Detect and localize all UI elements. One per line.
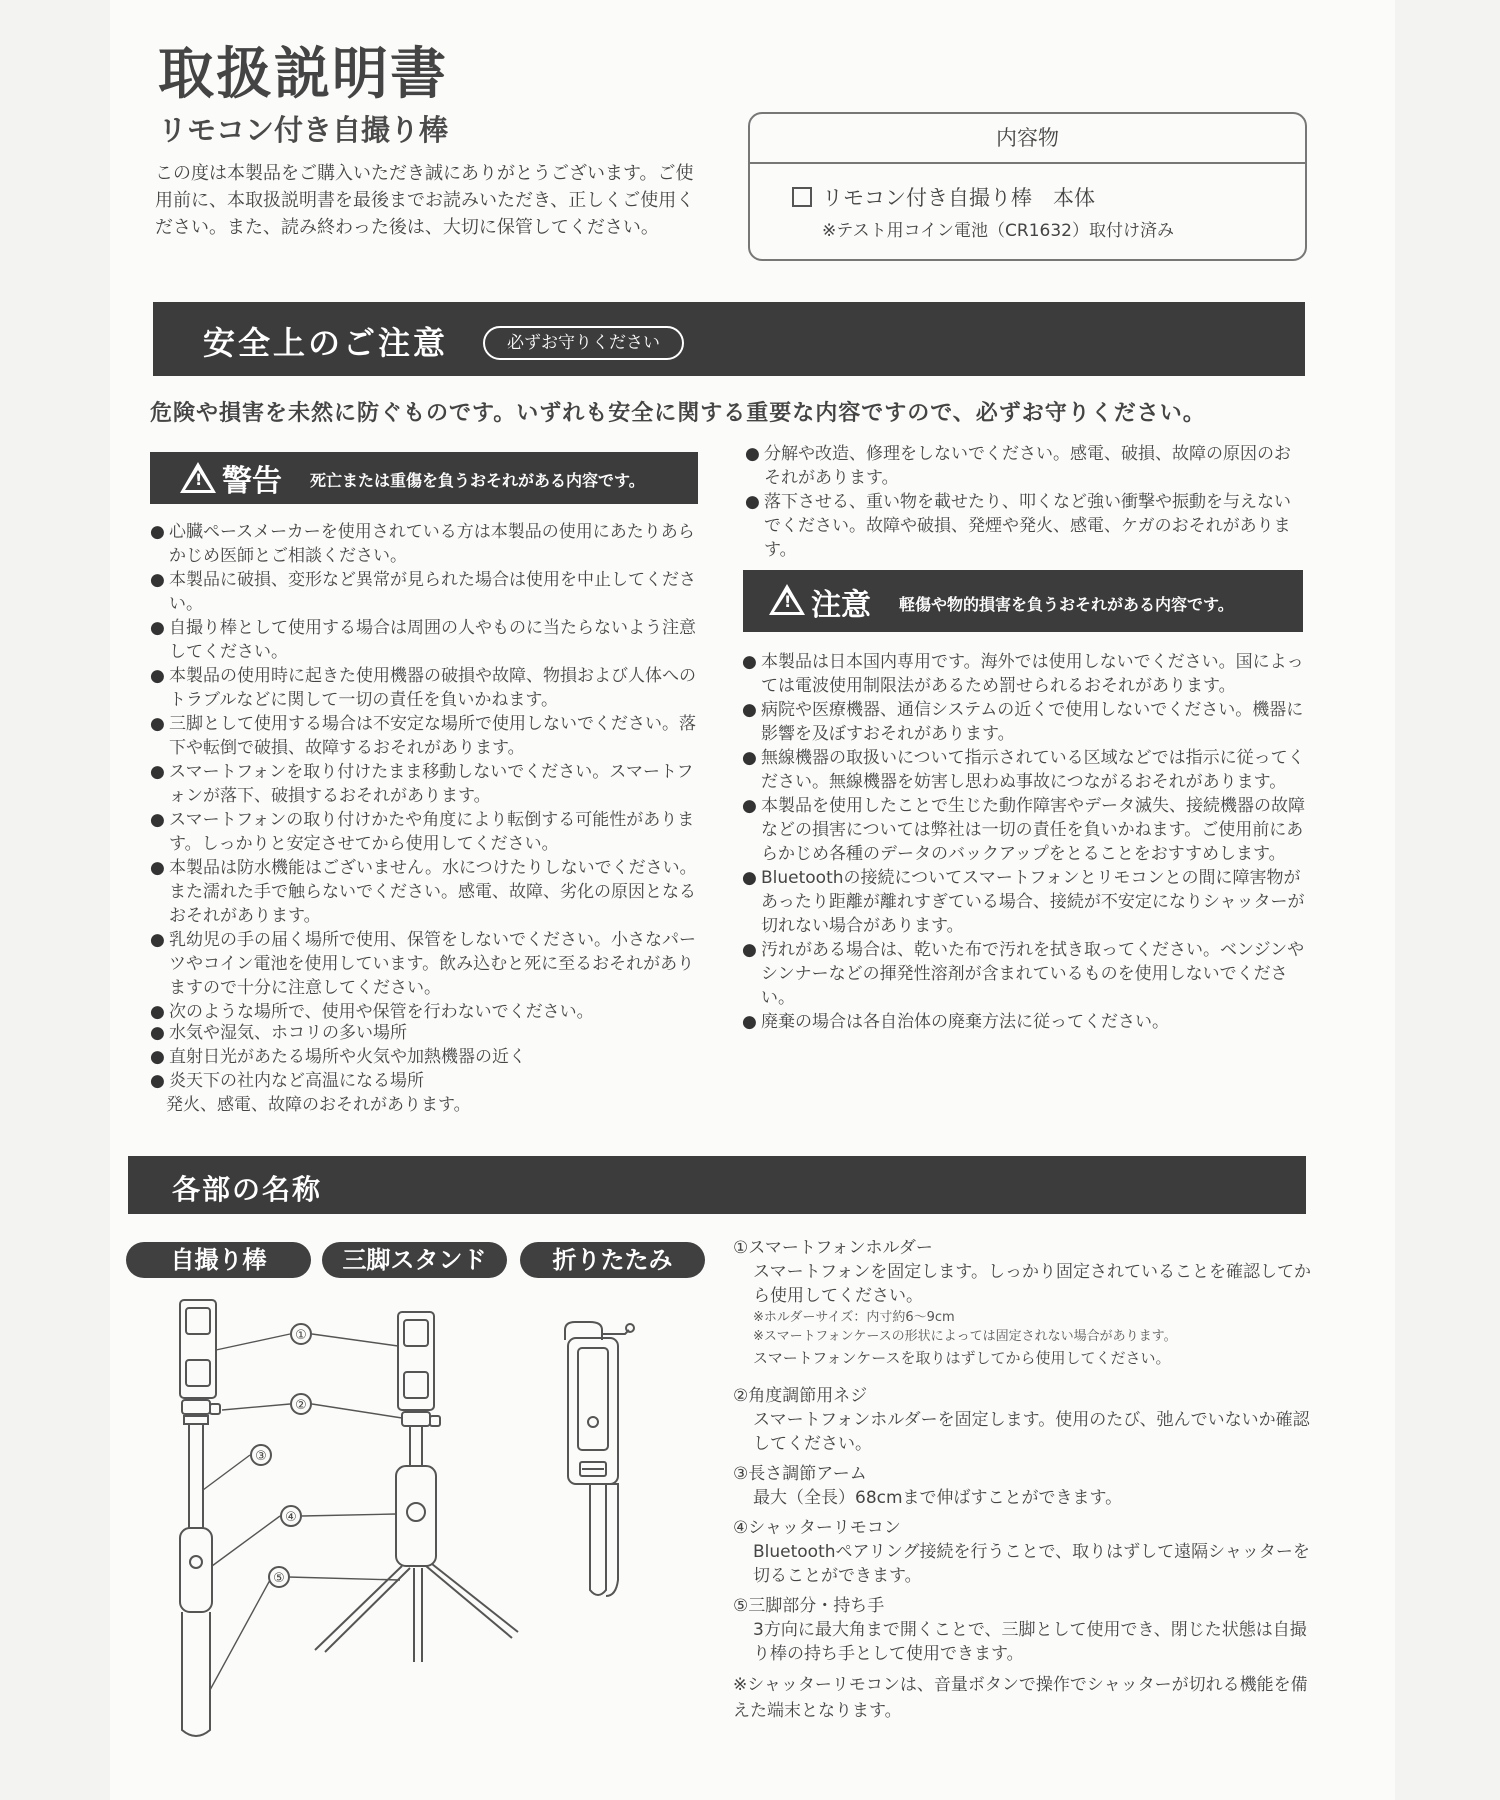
intro-text: この度は本製品をご購入いただき誠にありがとうございます。ご使用前に、本取扱説明書を最後までお読みいただき、正しくご使用ください。また、読み終わった後は、大切に保管してください。 (155, 163, 695, 238)
part-description: Bluetoothペアリング接続を行うことで、取りはずして遠隔シャッターを切ることができます。 (753, 1542, 1310, 1586)
list-item: ● 直射日光があたる場所や火気や加熱機器の近く (150, 1045, 700, 1069)
list-item: ● スマートフォンを取り付けたまま移動しないでください。スマートフォンが落下、破損するおそれがあります。 (150, 760, 700, 808)
part-name: ⑤三脚部分・持ち手 (733, 1596, 885, 1616)
part-item (733, 1516, 1313, 1588)
caution-list (742, 650, 1307, 1034)
list-item: ● 乳幼児の手の届く場所で使用、保管をしないでください。小さなパーツやコイン電池を使用しています。飲み込むと死に至るおそれがありますので十分に注意してください。 (150, 928, 700, 1000)
caution-band (743, 570, 1303, 632)
warning-list (150, 520, 700, 1024)
document-subtitle: リモコン付き自撮り棒 (158, 113, 449, 147)
parts-title: 各部の名称 (172, 1173, 323, 1206)
caution-description: 軽傷や物的損害を負うおそれがある内容です。 (899, 595, 1234, 614)
callout-number: ① (295, 1328, 307, 1343)
part-note: ※ホルダーサイズ：内寸約6～9cm (753, 1310, 955, 1325)
list-item: ● 汚れがある場合は、乾いた布で汚れを拭き取ってください。ベンジンやシンナーなどの揮発性溶剤が含まれているものを使用しないでください。 (742, 938, 1307, 1010)
part-name: ②角度調節用ネジ (733, 1386, 868, 1406)
part-extra: スマートフォンケースを取りはずしてから使用してください。 (753, 1349, 1171, 1367)
list-item: ● 本製品は日本国内専用です。海外では使用しないでください。国によっては電波使用制限法があるため罰せられるおそれがあります。 (742, 650, 1307, 698)
list-item: ● 病院や医療機器、通信システムの近くで使用しないでください。機器に影響を及ぼすおそれがあります。 (742, 698, 1307, 746)
caution-exclamation: ! (784, 592, 792, 611)
parts-list (733, 1236, 1313, 1672)
parts-header-band (128, 1156, 1306, 1214)
callout-number: ③ (255, 1449, 267, 1464)
parts-illustration (120, 1290, 720, 1750)
warning-description: 死亡または重傷を負うおそれがある内容です。 (310, 471, 645, 490)
folded-drawing (565, 1322, 634, 1596)
part-description: 3方向に最大角まで開くことで、三脚として使用でき、閉じた状態は自撮り棒の持ち手として使用できます。 (753, 1620, 1307, 1664)
list-item: ● 三脚として使用する場合は不安定な場所で使用しないでください。落下や転倒で破損、故障するおそれがあります。 (150, 712, 700, 760)
mode-pill-selfie: 自撮り棒 (126, 1242, 311, 1278)
callout-number: ② (295, 1398, 307, 1413)
part-name: ④シャッターリモコン (733, 1518, 901, 1538)
list-item: ● 廃棄の場合は各自治体の廃棄方法に従ってください。 (742, 1010, 1307, 1034)
warning-title: 警告 (222, 464, 282, 499)
part-description: スマートフォンホルダーを固定します。使用のたび、弛んでいないか確認してください。 (753, 1410, 1310, 1454)
warning-exclamation: ! (195, 470, 203, 489)
part-description: スマートフォンを固定します。しっかり固定されていることを確認してから使用してください。 (753, 1262, 1311, 1306)
safety-badge: 必ずお守りください (483, 326, 684, 360)
warning-list-right (745, 442, 1305, 562)
list-item: ● 本製品の使用時に起きた使用機器の破損や故障、物損および人体へのトラブルなどに関して一切の責任を負いかねます。 (150, 664, 700, 712)
caution-title: 注意 (811, 588, 871, 623)
callout-number: ④ (285, 1510, 297, 1525)
checkbox-icon (792, 187, 812, 207)
callout-lines (203, 1334, 402, 1690)
part-name: ③長さ調節アーム (733, 1464, 867, 1484)
part-name: ①スマートフォンホルダー (733, 1238, 933, 1258)
part-item (733, 1594, 1313, 1666)
contents-note: ※テスト用コイン電池（CR1632）取付け済み (822, 221, 1174, 241)
mode-pill-folded: 折りたたみ (520, 1242, 705, 1278)
list-item: ● スマートフォンの取り付けかたや角度により転倒する可能性があります。しっかりと安定させてから使用してください。 (150, 808, 700, 856)
contents-item (792, 182, 1095, 212)
contents-item-label: リモコン付き自撮り棒 本体 (822, 186, 1095, 210)
list-item: ● 本製品を使用したことで生じた動作障害やデータ滅失、接続機器の故障などの損害については弊社は一切の責任を負いかねます。ご使用前にあらかじめ各種のデータのバックアップをとることをおすすめします。 (742, 794, 1307, 866)
part-description: 最大（全長）68cmまで伸ばすことができます。 (753, 1488, 1123, 1508)
list-item: ● 分解や改造、修理をしないでください。感電、破損、故障の原因のおそれがあります。 (745, 442, 1305, 490)
places-note: 発火、感電、故障のおそれがあります。 (166, 1095, 471, 1115)
part-item (733, 1462, 1313, 1510)
part-item (733, 1384, 1313, 1456)
contents-box (748, 112, 1307, 261)
warning-band (150, 452, 698, 504)
safety-title: 安全上のご注意 (203, 324, 449, 362)
list-item: ● 心臓ペースメーカーを使用されている方は本製品の使用にあたりあらかじめ医師とご相談ください。 (150, 520, 700, 568)
selfie-stick-drawing (180, 1300, 220, 1736)
mode-pill-tripod: 三脚スタンド (322, 1242, 507, 1278)
places-list (150, 1021, 700, 1093)
list-item: ● 落下させる、重い物を載せたり、叩くなど強い衝撃や振動を与えないでください。故障や破損、発煙や発火、感電、ケガのおそれがあります。 (745, 490, 1305, 562)
safety-header-band (153, 302, 1305, 376)
contents-heading: 内容物 (750, 114, 1305, 164)
document-title: 取扱説明書 (158, 42, 448, 107)
list-item: ● Bluetoothの接続についてスマートフォンとリモコンとの間に障害物があったり距離が離れすぎている場合、接続が不安定になりシャッターが切れない場合があります。 (742, 866, 1307, 938)
list-item: ● 水気や湿気、ホコリの多い場所 (150, 1021, 700, 1045)
safety-lead: 危険や損害を未然に防ぐものです。いずれも安全に関する重要な内容ですので、必ずお守りください。 (150, 401, 1206, 426)
parts-footnote: ※シャッターリモコンは、音量ボタンで操作でシャッターが切れる機能を備えた端末となります。 (733, 1675, 1308, 1721)
callout-number: ⑤ (273, 1571, 285, 1586)
tripod-drawing (315, 1312, 518, 1662)
part-item (733, 1236, 1313, 1370)
part-note: ※スマートフォンケースの形状によっては固定されない場合があります。 (753, 1329, 1177, 1344)
list-item: ● 自撮り棒として使用する場合は周囲の人やものに当たらないよう注意してください。 (150, 616, 700, 664)
list-item: ● 次のような場所で、使用や保管を行わないでください。 (150, 1000, 700, 1024)
list-item: ● 無線機器の取扱いについて指示されている区域などでは指示に従ってください。無線機器を妨害し思わぬ事故につながるおそれがあります。 (742, 746, 1307, 794)
list-item: ● 本製品に破損、変形など異常が見られた場合は使用を中止してください。 (150, 568, 700, 616)
list-item: ● 本製品は防水機能はございません。水につけたりしないでください。また濡れた手で触らないでください。感電、故障、劣化の原因となるおそれがあります。 (150, 856, 700, 928)
list-item: ● 炎天下の社内など高温になる場所 (150, 1069, 700, 1093)
